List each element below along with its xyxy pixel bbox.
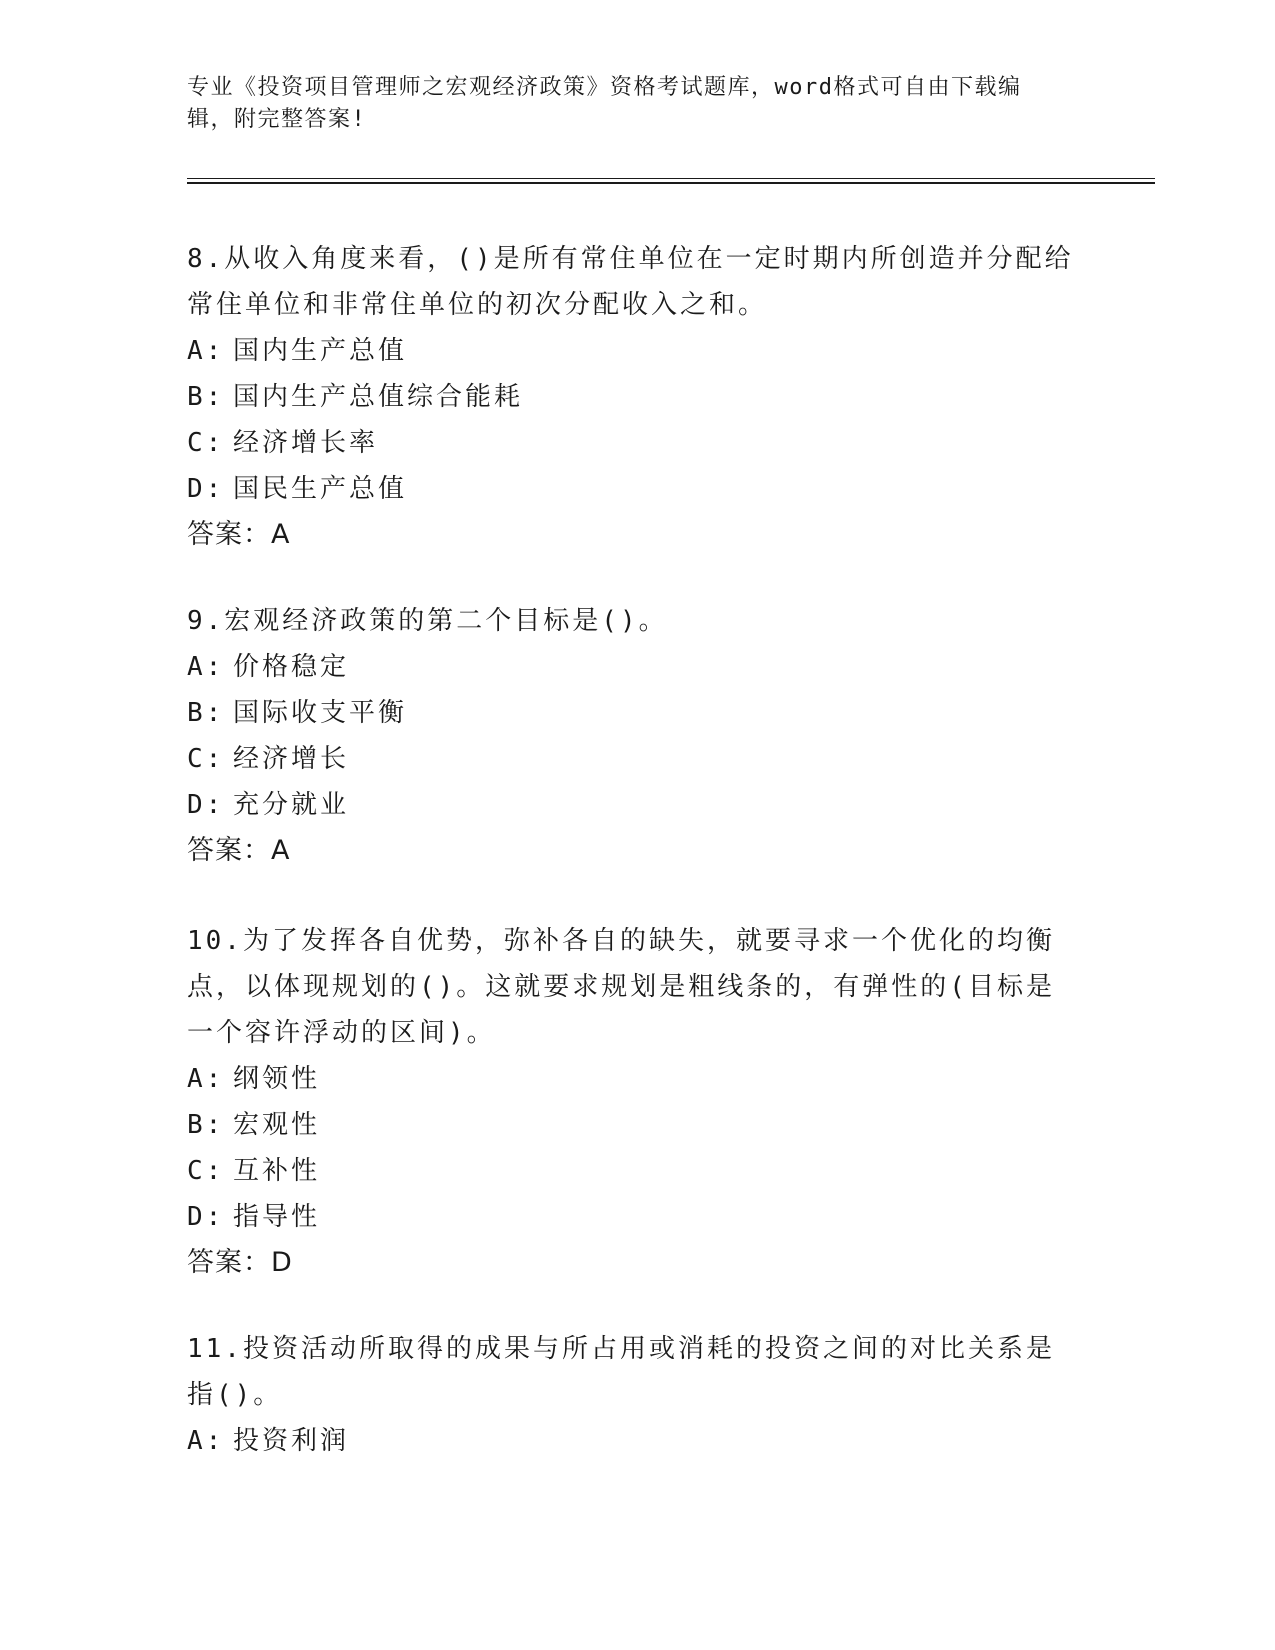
option-text: 国内生产总值	[233, 336, 408, 366]
option-c	[187, 736, 1077, 782]
option-text: 国民生产总值	[233, 474, 408, 504]
option-text: 经济增长率	[233, 428, 379, 458]
question-stem: 9.宏观经济政策的第二个目标是()。	[187, 606, 668, 636]
option-a	[187, 1056, 1077, 1102]
document-header: 专业《投资项目管理师之宏观经济政策》资格考试题库，word格式可自由下载编辑，附完整答案!	[187, 75, 1022, 132]
option-d	[187, 1194, 1077, 1240]
option-key: C:	[187, 1156, 225, 1186]
option-a	[187, 1418, 1077, 1464]
option-key: A:	[187, 652, 225, 682]
answer-line: 答案：A	[187, 519, 291, 550]
header-divider-thick	[187, 182, 1155, 184]
option-key: C:	[187, 744, 225, 774]
answer-line: 答案：D	[187, 1247, 293, 1278]
option-text: 指导性	[233, 1202, 321, 1232]
option-b	[187, 1102, 1077, 1148]
option-c	[187, 420, 1077, 466]
option-key: D:	[187, 1202, 225, 1232]
option-d	[187, 466, 1077, 512]
option-c	[187, 1148, 1077, 1194]
option-key: B:	[187, 382, 225, 412]
option-text: 互补性	[233, 1156, 321, 1186]
option-b	[187, 690, 1077, 736]
question-11	[187, 1326, 1077, 1464]
question-8	[187, 236, 1077, 558]
question-stem: 11.投资活动所取得的成果与所占用或消耗的投资之间的对比关系是指()。	[187, 1334, 1055, 1410]
option-d	[187, 782, 1077, 828]
option-a	[187, 328, 1077, 374]
option-b	[187, 374, 1077, 420]
option-key: A:	[187, 1426, 225, 1456]
option-text: 经济增长	[233, 744, 350, 774]
option-text: 国际收支平衡	[233, 698, 408, 728]
option-key: C:	[187, 428, 225, 458]
answer-line: 答案：A	[187, 835, 291, 866]
option-key: B:	[187, 1110, 225, 1140]
option-text: 投资利润	[233, 1426, 350, 1456]
header-divider-thin	[187, 178, 1155, 179]
question-10	[187, 918, 1077, 1286]
option-text: 国内生产总值综合能耗	[233, 382, 524, 412]
option-a	[187, 644, 1077, 690]
option-text: 价格稳定	[233, 652, 350, 682]
option-key: B:	[187, 698, 225, 728]
option-key: D:	[187, 790, 225, 820]
question-stem: 8.从收入角度来看，()是所有常住单位在一定时期内所创造并分配给常住单位和非常住单位的初次分配收入之和。	[187, 244, 1074, 320]
option-key: A:	[187, 336, 225, 366]
option-text: 纲领性	[233, 1064, 321, 1094]
option-key: A:	[187, 1064, 225, 1094]
question-stem: 10.为了发挥各自优势，弥补各自的缺失，就要寻求一个优化的均衡点，以体现规划的()。这就要求规划是粗线条的，有弹性的(目标是一个容许浮动的区间)。	[187, 926, 1055, 1048]
option-key: D:	[187, 474, 225, 504]
question-9	[187, 598, 1077, 874]
option-text: 宏观性	[233, 1110, 321, 1140]
option-text: 充分就业	[233, 790, 350, 820]
